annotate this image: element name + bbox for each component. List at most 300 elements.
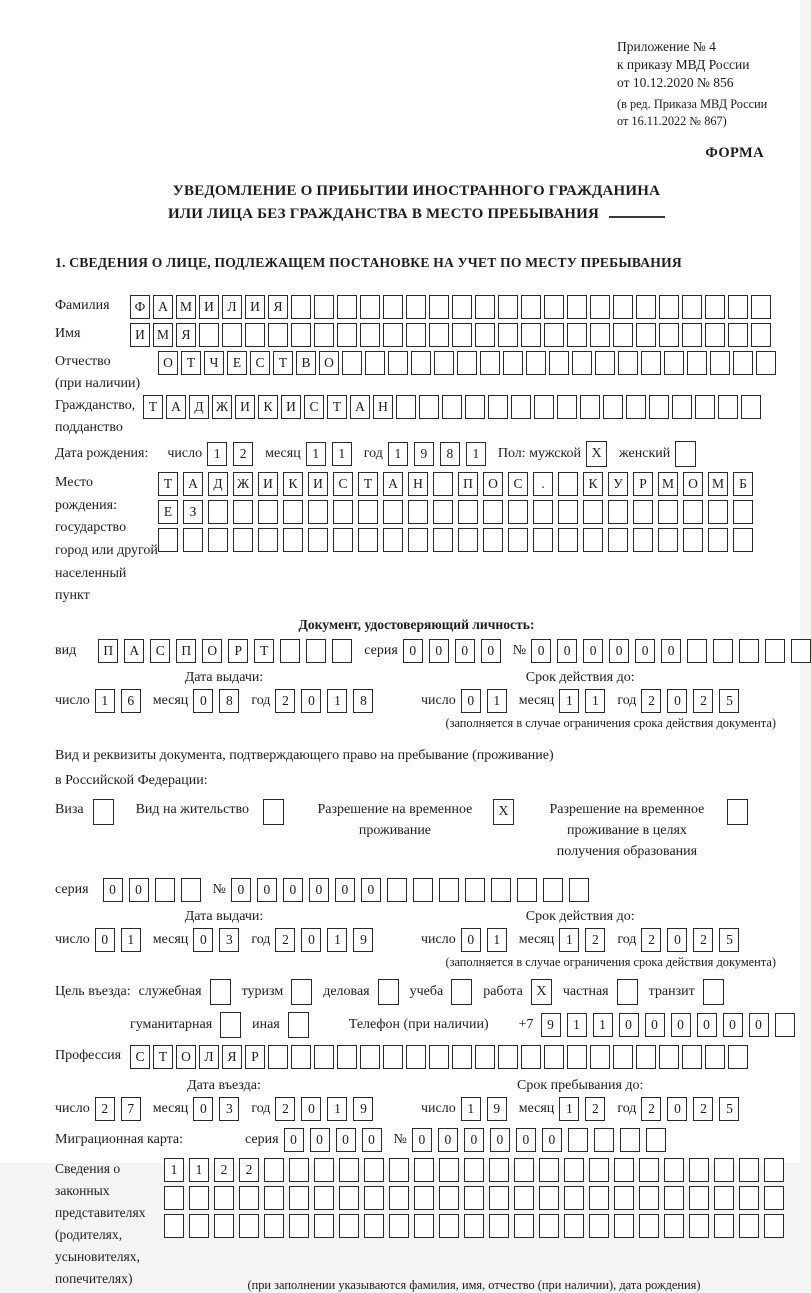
representative-char-cell[interactable]: [739, 1186, 759, 1210]
patronymic-char-cell[interactable]: [572, 351, 592, 375]
representative-char-cell[interactable]: [339, 1214, 359, 1238]
representative-char-cell[interactable]: [314, 1158, 334, 1182]
citizenship-char-cell[interactable]: [626, 395, 646, 419]
birth-year-cell[interactable]: 8: [440, 442, 460, 466]
profession-char-cell[interactable]: С: [130, 1045, 150, 1069]
representative-char-cell[interactable]: [264, 1214, 284, 1238]
patronymic-char-cell[interactable]: [641, 351, 661, 375]
representative-char-cell[interactable]: [664, 1186, 684, 1210]
checkbox-male[interactable]: X: [586, 441, 607, 467]
birth-place-char-cell[interactable]: О: [683, 472, 703, 496]
patronymic-char-cell[interactable]: С: [250, 351, 270, 375]
doc-kind-char-cell[interactable]: [306, 639, 326, 663]
doc-series-cell[interactable]: 0: [403, 639, 423, 663]
profession-char-cell[interactable]: [360, 1045, 380, 1069]
birth-place-char-cell[interactable]: Б: [733, 472, 753, 496]
surname-char-cell[interactable]: [751, 295, 771, 319]
patronymic-char-cell[interactable]: [503, 351, 523, 375]
birth-place-char-cell[interactable]: [683, 528, 703, 552]
permit-number-cell[interactable]: [517, 878, 537, 902]
birth-place-char-cell[interactable]: О: [483, 472, 503, 496]
birth-place-char-cell[interactable]: М: [708, 472, 728, 496]
representative-char-cell[interactable]: [189, 1186, 209, 1210]
birth-place-char-cell[interactable]: [158, 528, 178, 552]
checkbox-chastnaya[interactable]: [617, 979, 638, 1005]
birth-place-char-cell[interactable]: [483, 500, 503, 524]
permit-number-cell[interactable]: [543, 878, 563, 902]
date-cell[interactable]: 2: [585, 928, 605, 952]
representative-char-cell[interactable]: [614, 1214, 634, 1238]
representative-char-cell[interactable]: [389, 1158, 409, 1182]
checkbox-temp-residence-education[interactable]: [727, 799, 748, 825]
date-cell[interactable]: 3: [219, 928, 239, 952]
doc-number-cell[interactable]: 0: [661, 639, 681, 663]
permit-number-cell[interactable]: 0: [257, 878, 277, 902]
date-cell[interactable]: 1: [95, 689, 115, 713]
birth-place-char-cell[interactable]: [633, 500, 653, 524]
permit-number-cell[interactable]: 0: [309, 878, 329, 902]
doc-number-cell[interactable]: [713, 639, 733, 663]
patronymic-char-cell[interactable]: [434, 351, 454, 375]
representative-char-cell[interactable]: [664, 1158, 684, 1182]
date-cell[interactable]: 0: [667, 689, 687, 713]
citizenship-char-cell[interactable]: [603, 395, 623, 419]
doc-number-cell[interactable]: 0: [609, 639, 629, 663]
representative-char-cell[interactable]: [739, 1214, 759, 1238]
representative-char-cell[interactable]: [689, 1158, 709, 1182]
citizenship-char-cell[interactable]: [672, 395, 692, 419]
date-cell[interactable]: 0: [193, 689, 213, 713]
birth-place-char-cell[interactable]: [233, 500, 253, 524]
representative-char-cell[interactable]: [514, 1214, 534, 1238]
citizenship-char-cell[interactable]: [419, 395, 439, 419]
doc-number-cell[interactable]: 0: [635, 639, 655, 663]
birth-day-cell[interactable]: 1: [207, 442, 227, 466]
name-char-cell[interactable]: [590, 323, 610, 347]
profession-char-cell[interactable]: [337, 1045, 357, 1069]
representative-char-cell[interactable]: [239, 1186, 259, 1210]
representative-char-cell[interactable]: [414, 1214, 434, 1238]
patronymic-char-cell[interactable]: [710, 351, 730, 375]
representative-char-cell[interactable]: [164, 1186, 184, 1210]
birth-place-char-cell[interactable]: .: [533, 472, 553, 496]
phone-digit-cell[interactable]: 9: [541, 1013, 561, 1037]
surname-char-cell[interactable]: [498, 295, 518, 319]
doc-kind-char-cell[interactable]: П: [98, 639, 118, 663]
phone-digit-cell[interactable]: 0: [749, 1013, 769, 1037]
surname-char-cell[interactable]: Л: [222, 295, 242, 319]
date-cell[interactable]: 5: [719, 928, 739, 952]
citizenship-char-cell[interactable]: [396, 395, 416, 419]
citizenship-char-cell[interactable]: И: [281, 395, 301, 419]
name-char-cell[interactable]: [498, 323, 518, 347]
permit-number-cell[interactable]: [439, 878, 459, 902]
profession-char-cell[interactable]: [383, 1045, 403, 1069]
surname-char-cell[interactable]: [682, 295, 702, 319]
birth-place-char-cell[interactable]: [558, 500, 578, 524]
representative-char-cell[interactable]: [339, 1158, 359, 1182]
representative-char-cell[interactable]: [414, 1158, 434, 1182]
birth-place-char-cell[interactable]: [208, 528, 228, 552]
doc-kind-char-cell[interactable]: П: [176, 639, 196, 663]
checkbox-gumanitarnaya[interactable]: [220, 1012, 241, 1038]
citizenship-char-cell[interactable]: [718, 395, 738, 419]
permit-number-cell[interactable]: 0: [361, 878, 381, 902]
birth-place-char-cell[interactable]: Р: [633, 472, 653, 496]
birth-place-char-cell[interactable]: [558, 528, 578, 552]
profession-char-cell[interactable]: [705, 1045, 725, 1069]
date-cell[interactable]: 2: [693, 689, 713, 713]
surname-char-cell[interactable]: [360, 295, 380, 319]
birth-place-char-cell[interactable]: З: [183, 500, 203, 524]
representative-char-cell[interactable]: [639, 1214, 659, 1238]
profession-char-cell[interactable]: Т: [153, 1045, 173, 1069]
date-cell[interactable]: 9: [353, 928, 373, 952]
name-char-cell[interactable]: [406, 323, 426, 347]
birth-place-char-cell[interactable]: [408, 528, 428, 552]
patronymic-char-cell[interactable]: [595, 351, 615, 375]
name-char-cell[interactable]: [544, 323, 564, 347]
patronymic-char-cell[interactable]: Ч: [204, 351, 224, 375]
birth-place-char-cell[interactable]: [283, 500, 303, 524]
patronymic-char-cell[interactable]: [388, 351, 408, 375]
representative-char-cell[interactable]: [364, 1158, 384, 1182]
representative-char-cell[interactable]: [339, 1186, 359, 1210]
patronymic-char-cell[interactable]: [756, 351, 776, 375]
profession-char-cell[interactable]: [498, 1045, 518, 1069]
permit-number-cell[interactable]: 0: [283, 878, 303, 902]
birth-place-char-cell[interactable]: [483, 528, 503, 552]
representative-char-cell[interactable]: 2: [239, 1158, 259, 1182]
surname-char-cell[interactable]: [314, 295, 334, 319]
citizenship-char-cell[interactable]: [534, 395, 554, 419]
permit-number-cell[interactable]: [491, 878, 511, 902]
date-cell[interactable]: 8: [219, 689, 239, 713]
doc-number-cell[interactable]: 0: [531, 639, 551, 663]
profession-char-cell[interactable]: [636, 1045, 656, 1069]
representative-char-cell[interactable]: [689, 1214, 709, 1238]
representative-char-cell[interactable]: [564, 1214, 584, 1238]
representative-char-cell[interactable]: [539, 1158, 559, 1182]
profession-char-cell[interactable]: [268, 1045, 288, 1069]
birth-place-char-cell[interactable]: [608, 500, 628, 524]
representative-char-cell[interactable]: [289, 1214, 309, 1238]
phone-digit-cell[interactable]: [775, 1013, 795, 1037]
birth-year-cell[interactable]: 9: [414, 442, 434, 466]
patronymic-char-cell[interactable]: [664, 351, 684, 375]
name-char-cell[interactable]: [429, 323, 449, 347]
representative-char-cell[interactable]: [464, 1186, 484, 1210]
representative-char-cell[interactable]: [164, 1214, 184, 1238]
patronymic-char-cell[interactable]: [618, 351, 638, 375]
birth-place-char-cell[interactable]: А: [183, 472, 203, 496]
representative-char-cell[interactable]: [289, 1186, 309, 1210]
citizenship-char-cell[interactable]: С: [304, 395, 324, 419]
checkbox-visa[interactable]: [93, 799, 114, 825]
doc-number-cell[interactable]: [791, 639, 811, 663]
permit-number-cell[interactable]: [413, 878, 433, 902]
surname-char-cell[interactable]: [291, 295, 311, 319]
citizenship-char-cell[interactable]: Д: [189, 395, 209, 419]
representative-char-cell[interactable]: [589, 1158, 609, 1182]
representative-char-cell[interactable]: [714, 1186, 734, 1210]
date-cell[interactable]: 0: [667, 1097, 687, 1121]
date-cell[interactable]: 2: [585, 1097, 605, 1121]
name-char-cell[interactable]: [682, 323, 702, 347]
profession-char-cell[interactable]: [567, 1045, 587, 1069]
birth-place-char-cell[interactable]: Т: [358, 472, 378, 496]
representative-char-cell[interactable]: [739, 1158, 759, 1182]
patronymic-char-cell[interactable]: О: [158, 351, 178, 375]
name-char-cell[interactable]: [452, 323, 472, 347]
patronymic-char-cell[interactable]: Е: [227, 351, 247, 375]
representative-char-cell[interactable]: [464, 1158, 484, 1182]
patronymic-char-cell[interactable]: [342, 351, 362, 375]
birth-place-char-cell[interactable]: [433, 472, 453, 496]
migration-series-cell[interactable]: 0: [362, 1128, 382, 1152]
migration-number-cell[interactable]: 0: [542, 1128, 562, 1152]
birth-place-char-cell[interactable]: С: [508, 472, 528, 496]
date-cell[interactable]: 1: [487, 928, 507, 952]
citizenship-char-cell[interactable]: А: [166, 395, 186, 419]
birth-place-char-cell[interactable]: [258, 528, 278, 552]
profession-char-cell[interactable]: Л: [199, 1045, 219, 1069]
citizenship-char-cell[interactable]: Т: [143, 395, 163, 419]
representative-char-cell[interactable]: [764, 1186, 784, 1210]
date-cell[interactable]: 3: [219, 1097, 239, 1121]
citizenship-char-cell[interactable]: А: [350, 395, 370, 419]
birth-place-char-cell[interactable]: Е: [158, 500, 178, 524]
permit-series-cell[interactable]: [181, 878, 201, 902]
profession-char-cell[interactable]: [682, 1045, 702, 1069]
migration-number-cell[interactable]: 0: [438, 1128, 458, 1152]
date-cell[interactable]: 1: [327, 1097, 347, 1121]
representative-char-cell[interactable]: [639, 1158, 659, 1182]
representative-char-cell[interactable]: [264, 1186, 284, 1210]
birth-place-char-cell[interactable]: [208, 500, 228, 524]
date-cell[interactable]: 5: [719, 1097, 739, 1121]
migration-number-cell[interactable]: [568, 1128, 588, 1152]
phone-digit-cell[interactable]: 0: [697, 1013, 717, 1037]
birth-place-char-cell[interactable]: [333, 500, 353, 524]
doc-kind-char-cell[interactable]: [332, 639, 352, 663]
representative-char-cell[interactable]: [364, 1186, 384, 1210]
birth-month-cell[interactable]: 1: [306, 442, 326, 466]
name-char-cell[interactable]: [291, 323, 311, 347]
representative-char-cell[interactable]: [614, 1186, 634, 1210]
surname-char-cell[interactable]: [337, 295, 357, 319]
surname-char-cell[interactable]: [659, 295, 679, 319]
permit-number-cell[interactable]: [387, 878, 407, 902]
patronymic-char-cell[interactable]: [480, 351, 500, 375]
profession-char-cell[interactable]: [613, 1045, 633, 1069]
birth-place-char-cell[interactable]: [358, 500, 378, 524]
doc-kind-char-cell[interactable]: Р: [228, 639, 248, 663]
citizenship-char-cell[interactable]: [442, 395, 462, 419]
birth-place-char-cell[interactable]: Н: [408, 472, 428, 496]
migration-number-cell[interactable]: 0: [412, 1128, 432, 1152]
surname-char-cell[interactable]: [475, 295, 495, 319]
date-cell[interactable]: 6: [121, 689, 141, 713]
name-char-cell[interactable]: [521, 323, 541, 347]
doc-kind-char-cell[interactable]: [280, 639, 300, 663]
name-char-cell[interactable]: [360, 323, 380, 347]
representative-char-cell[interactable]: [439, 1186, 459, 1210]
name-char-cell[interactable]: [659, 323, 679, 347]
citizenship-char-cell[interactable]: И: [235, 395, 255, 419]
patronymic-char-cell[interactable]: Т: [273, 351, 293, 375]
surname-char-cell[interactable]: Я: [268, 295, 288, 319]
name-char-cell[interactable]: [636, 323, 656, 347]
birth-place-char-cell[interactable]: [408, 500, 428, 524]
permit-series-cell[interactable]: 0: [103, 878, 123, 902]
representative-char-cell[interactable]: [439, 1214, 459, 1238]
profession-char-cell[interactable]: [728, 1045, 748, 1069]
migration-series-cell[interactable]: 0: [284, 1128, 304, 1152]
birth-place-char-cell[interactable]: И: [308, 472, 328, 496]
permit-number-cell[interactable]: 0: [231, 878, 251, 902]
birth-place-char-cell[interactable]: [383, 500, 403, 524]
birth-place-char-cell[interactable]: [708, 528, 728, 552]
date-cell[interactable]: 8: [353, 689, 373, 713]
birth-place-char-cell[interactable]: [283, 528, 303, 552]
name-char-cell[interactable]: Я: [176, 323, 196, 347]
surname-char-cell[interactable]: [636, 295, 656, 319]
surname-char-cell[interactable]: [613, 295, 633, 319]
representative-char-cell[interactable]: [489, 1158, 509, 1182]
surname-char-cell[interactable]: [728, 295, 748, 319]
representative-char-cell[interactable]: [664, 1214, 684, 1238]
birth-month-cell[interactable]: 1: [332, 442, 352, 466]
birth-place-char-cell[interactable]: Т: [158, 472, 178, 496]
citizenship-char-cell[interactable]: [511, 395, 531, 419]
representative-char-cell[interactable]: [764, 1158, 784, 1182]
surname-char-cell[interactable]: И: [245, 295, 265, 319]
patronymic-char-cell[interactable]: [411, 351, 431, 375]
patronymic-char-cell[interactable]: [457, 351, 477, 375]
representative-char-cell[interactable]: [689, 1186, 709, 1210]
migration-number-cell[interactable]: 0: [516, 1128, 536, 1152]
profession-char-cell[interactable]: [659, 1045, 679, 1069]
representative-char-cell[interactable]: [264, 1158, 284, 1182]
name-char-cell[interactable]: [475, 323, 495, 347]
doc-number-cell[interactable]: [739, 639, 759, 663]
date-cell[interactable]: 0: [301, 1097, 321, 1121]
name-char-cell[interactable]: [337, 323, 357, 347]
date-cell[interactable]: 2: [693, 1097, 713, 1121]
representative-char-cell[interactable]: [389, 1186, 409, 1210]
date-cell[interactable]: 0: [667, 928, 687, 952]
doc-kind-char-cell[interactable]: О: [202, 639, 222, 663]
doc-number-cell[interactable]: 0: [583, 639, 603, 663]
patronymic-char-cell[interactable]: [365, 351, 385, 375]
representative-char-cell[interactable]: [514, 1158, 534, 1182]
profession-char-cell[interactable]: [521, 1045, 541, 1069]
representative-char-cell[interactable]: 1: [164, 1158, 184, 1182]
representative-char-cell[interactable]: 2: [214, 1158, 234, 1182]
surname-char-cell[interactable]: [406, 295, 426, 319]
profession-char-cell[interactable]: О: [176, 1045, 196, 1069]
birth-place-char-cell[interactable]: И: [258, 472, 278, 496]
date-cell[interactable]: 9: [353, 1097, 373, 1121]
representative-char-cell[interactable]: [464, 1214, 484, 1238]
surname-char-cell[interactable]: [452, 295, 472, 319]
birth-place-char-cell[interactable]: [533, 528, 553, 552]
profession-char-cell[interactable]: [291, 1045, 311, 1069]
migration-number-cell[interactable]: 0: [464, 1128, 484, 1152]
surname-char-cell[interactable]: [544, 295, 564, 319]
date-cell[interactable]: 0: [461, 689, 481, 713]
birth-place-char-cell[interactable]: П: [458, 472, 478, 496]
phone-digit-cell[interactable]: 1: [593, 1013, 613, 1037]
date-cell[interactable]: 2: [95, 1097, 115, 1121]
surname-char-cell[interactable]: [429, 295, 449, 319]
checkbox-inaya[interactable]: [288, 1012, 309, 1038]
doc-kind-char-cell[interactable]: А: [124, 639, 144, 663]
date-cell[interactable]: 2: [641, 1097, 661, 1121]
name-char-cell[interactable]: М: [153, 323, 173, 347]
profession-char-cell[interactable]: [475, 1045, 495, 1069]
profession-char-cell[interactable]: Р: [245, 1045, 265, 1069]
profession-char-cell[interactable]: [406, 1045, 426, 1069]
date-cell[interactable]: 2: [693, 928, 713, 952]
representative-char-cell[interactable]: [364, 1214, 384, 1238]
date-cell[interactable]: 0: [301, 928, 321, 952]
citizenship-char-cell[interactable]: Ж: [212, 395, 232, 419]
representative-char-cell[interactable]: [489, 1186, 509, 1210]
representative-char-cell[interactable]: [289, 1158, 309, 1182]
name-char-cell[interactable]: [705, 323, 725, 347]
date-cell[interactable]: 1: [327, 928, 347, 952]
birth-place-char-cell[interactable]: А: [383, 472, 403, 496]
checkbox-female[interactable]: [675, 441, 696, 467]
surname-char-cell[interactable]: И: [199, 295, 219, 319]
checkbox-sluzhebnaya[interactable]: [210, 979, 231, 1005]
checkbox-ucheba[interactable]: [451, 979, 472, 1005]
representative-char-cell[interactable]: [314, 1214, 334, 1238]
birth-place-char-cell[interactable]: [583, 500, 603, 524]
representative-char-cell[interactable]: [714, 1214, 734, 1238]
representative-char-cell[interactable]: [539, 1186, 559, 1210]
birth-place-char-cell[interactable]: [733, 500, 753, 524]
name-char-cell[interactable]: [567, 323, 587, 347]
representative-char-cell[interactable]: [614, 1158, 634, 1182]
surname-char-cell[interactable]: Ф: [130, 295, 150, 319]
patronymic-char-cell[interactable]: О: [319, 351, 339, 375]
citizenship-char-cell[interactable]: [465, 395, 485, 419]
birth-place-char-cell[interactable]: [558, 472, 578, 496]
birth-place-char-cell[interactable]: [708, 500, 728, 524]
date-cell[interactable]: 0: [193, 928, 213, 952]
date-cell[interactable]: 1: [487, 689, 507, 713]
migration-number-cell[interactable]: [646, 1128, 666, 1152]
phone-digit-cell[interactable]: 0: [619, 1013, 639, 1037]
birth-place-char-cell[interactable]: [533, 500, 553, 524]
migration-number-cell[interactable]: 0: [490, 1128, 510, 1152]
citizenship-char-cell[interactable]: [488, 395, 508, 419]
date-cell[interactable]: 2: [641, 689, 661, 713]
profession-char-cell[interactable]: [544, 1045, 564, 1069]
birth-place-char-cell[interactable]: [633, 528, 653, 552]
name-char-cell[interactable]: [751, 323, 771, 347]
citizenship-char-cell[interactable]: [649, 395, 669, 419]
checkbox-temp-residence[interactable]: X: [493, 799, 514, 825]
birth-place-char-cell[interactable]: [458, 500, 478, 524]
patronymic-char-cell[interactable]: [687, 351, 707, 375]
date-cell[interactable]: 0: [301, 689, 321, 713]
birth-place-char-cell[interactable]: [733, 528, 753, 552]
doc-number-cell[interactable]: [687, 639, 707, 663]
